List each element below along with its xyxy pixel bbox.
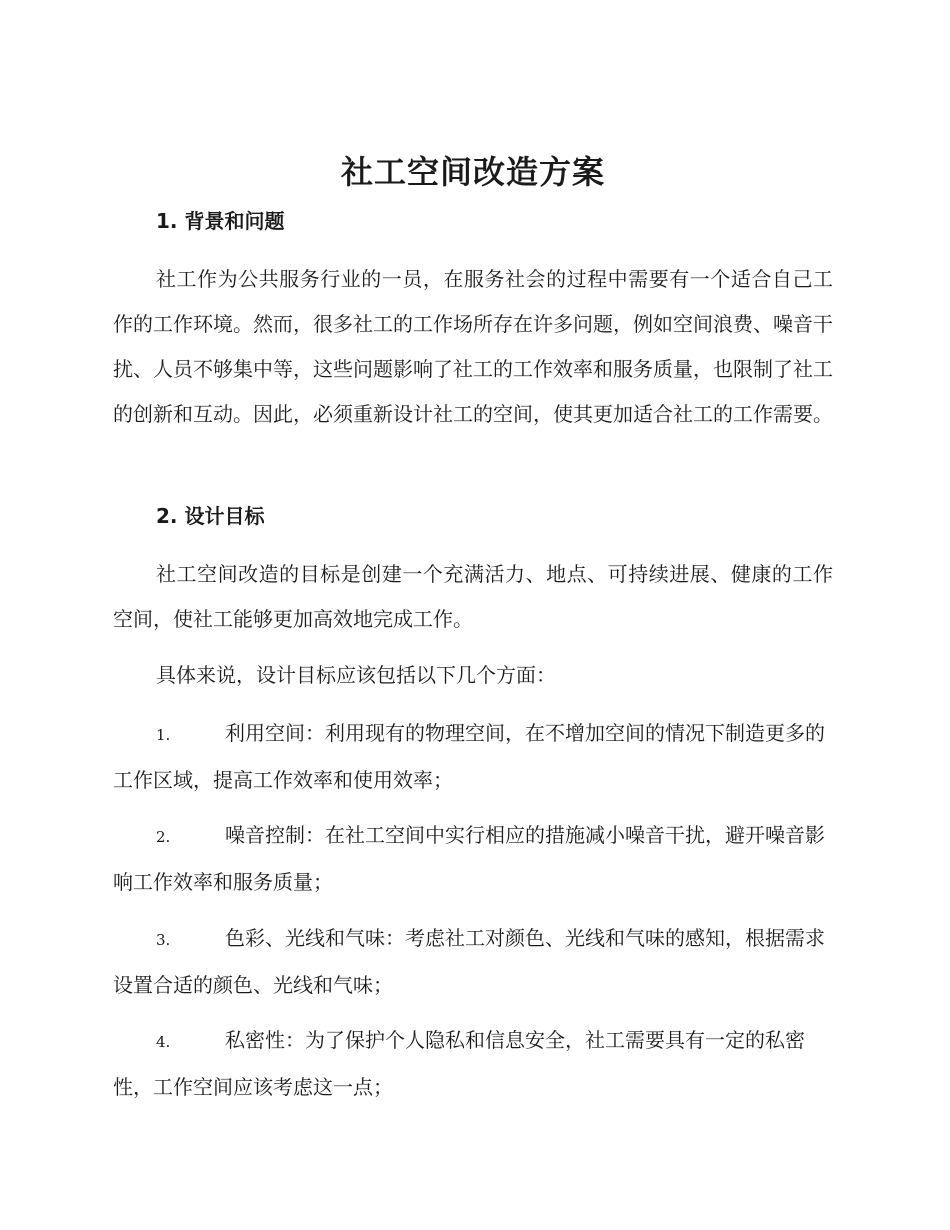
paragraph-background: 社工作为公共服务行业的一员，在服务社会的过程中需要有一个适合自己工作的工作环境。然而，很多社工的工作场所存在许多问题，例如空间浪费、噪音干扰、人员不够集中等，这些问题影响了社工的工作效率和服务质量，也限制了社工的创新和互动。因此，必须重新设计社工的空间，使其更加适合社工的工作需要。 [113,267,833,426]
list-item-number: 3. [156,931,171,949]
section-heading-background: 1. 背景和问题 [156,209,285,233]
paragraph-goals-intro: 社工空间改造的目标是创建一个充满活力、地点、可持续进展、健康的工作空间，使社工能够更加高效地完成工作。 [113,562,833,631]
list-item-number: 4. [156,1033,171,1051]
list-item-text: 私密性：为了保护个人隐私和信息安全，社工需要具有一定的私密性，工作空间应该考虑这一点； [113,1028,805,1099]
list-item-text: 噪音控制：在社工空间中实行相应的措施减小噪音干扰，避开噪音影响工作效率和服务质量； [113,823,825,894]
section-heading-goals: 2. 设计目标 [156,504,265,528]
list-item-number: 2. [156,828,171,846]
list-item [113,711,833,803]
paragraph-goals-lead: 具体来说，设计目标应该包括以下几个方面： [156,663,556,687]
list-item-text: 利用空间：利用现有的物理空间，在不增加空间的情况下制造更多的工作区域，提高工作效率和使用效率； [113,721,825,792]
document-title: 社工空间改造方案 [340,153,605,191]
list-item [113,916,833,1008]
list-item [113,813,833,905]
list-item-text: 色彩、光线和气味：考虑社工对颜色、光线和气味的感知，根据需求设置合适的颜色、光线和气味； [113,926,825,997]
list-item [113,1018,833,1110]
list-item-number: 1. [156,726,171,744]
